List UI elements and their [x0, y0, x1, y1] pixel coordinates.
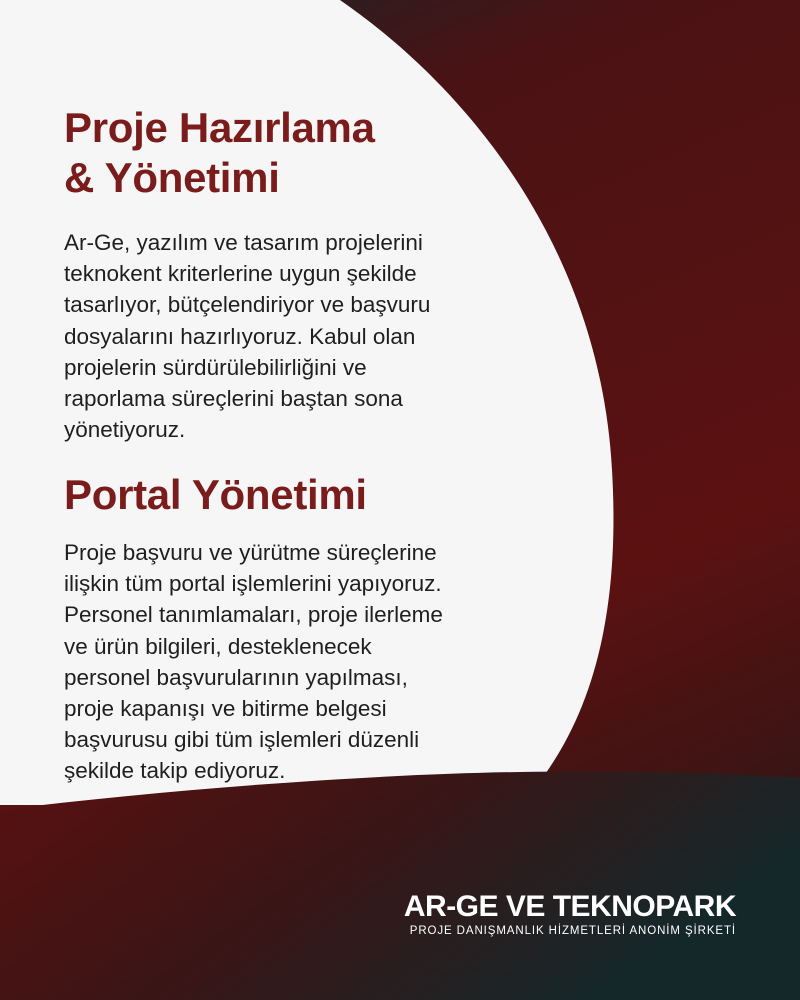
body-line: Ar-Ge, yazılım ve tasarım projelerini	[64, 230, 423, 255]
brand-logo	[404, 890, 736, 938]
body-line: personel başvurularının yapılması,	[64, 664, 408, 690]
body-line: şekilde takip ediyoruz.	[64, 758, 286, 784]
section-title-line: & Yönetimi	[64, 154, 280, 201]
section-body-portal-yonetimi	[64, 537, 443, 787]
body-line: dosyalarını hazırlıyoruz. Kabul olan	[64, 323, 416, 349]
body-line: başvurusu gibi tüm işlemleri düzenli	[64, 727, 420, 753]
section-body-proje-hazirlama	[64, 227, 430, 445]
section-title-portal-yonetimi	[64, 470, 367, 520]
body-line: ve ürün bilgileri, desteklenecek	[64, 633, 372, 659]
body-line: teknokent kriterlerine uygun şekilde	[64, 261, 417, 287]
body-line: Proje başvuru ve yürütme süreçlerine	[64, 540, 437, 565]
brand-name: AR-GE VE TEKNOPARK	[403, 890, 736, 923]
body-line: proje kapanışı ve bitirme belgesi	[64, 696, 387, 722]
bottom-band	[0, 771, 800, 1000]
body-line: raporlama süreçlerini baştan sona	[64, 386, 403, 412]
body-line: projelerin sürdürülebilirliğini ve	[64, 354, 367, 380]
body-line: Personel tanımlamaları, proje ilerleme	[64, 602, 443, 628]
section-title-line: Portal Yönetimi	[64, 471, 367, 518]
body-line: ilişkin tüm portal işlemlerini yapıyoruz.	[64, 571, 442, 597]
section-title-proje-hazirlama	[64, 103, 375, 203]
body-line: yönetiyoruz.	[64, 417, 186, 443]
brand-tagline: PROJE DANIŞMANLIK HİZMETLERİ ANONİM ŞİRKETİ	[409, 925, 736, 937]
body-line: tasarlıyor, bütçelendiriyor ve başvuru	[64, 292, 431, 318]
section-title-line: Proje Hazırlama	[64, 104, 375, 151]
